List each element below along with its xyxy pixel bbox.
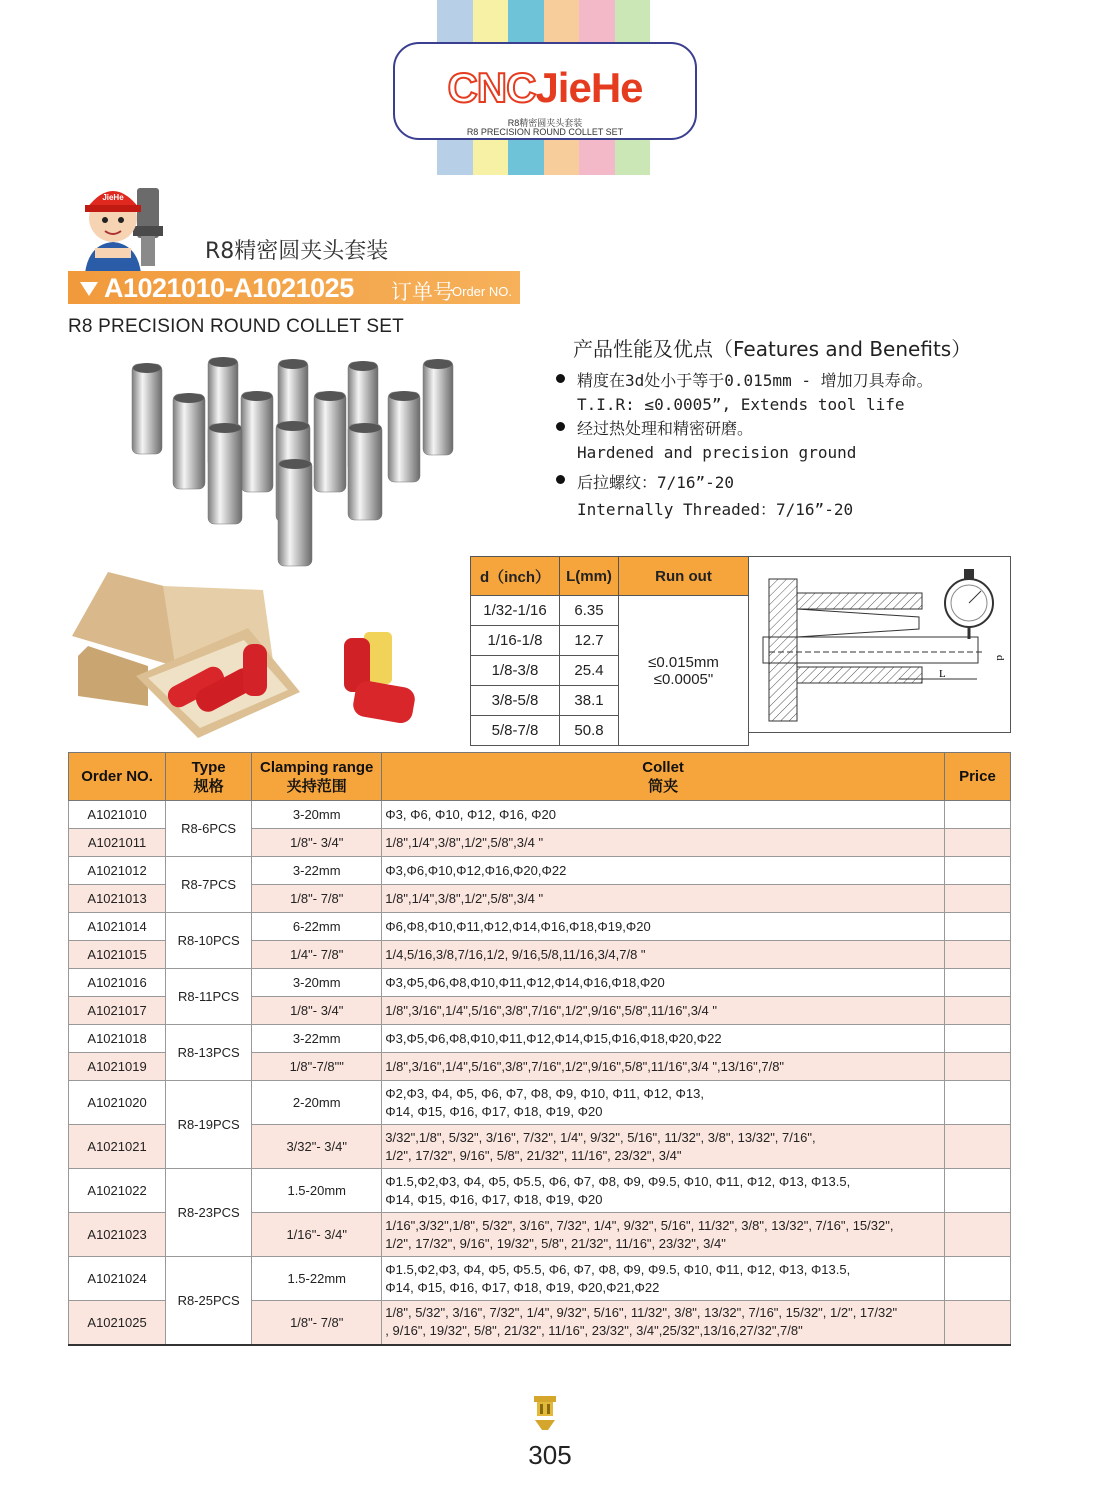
collet-line: 1/2", 17/32", 9/16", 5/8", 21/32", 11/16", 23/32", 3/4" [385,1147,682,1163]
collet-line: 1/8",1/4",3/8",1/2",5/8",3/4 " [385,834,544,850]
feature-en-3: Internally Threaded：7/16”-20 [577,500,854,519]
clamping-range-cell: 1.5-22mm [252,1257,382,1301]
price-cell [944,1169,1010,1213]
feature-en-1: T.I.R: ≤0.0005”, Extends tool life [577,395,905,414]
order-number-cell: A1021011 [69,829,166,857]
price-cell [944,829,1010,857]
order-label-cn: 订单号 [391,280,454,304]
collet-cell [382,997,945,1025]
bullet-icon [556,374,565,383]
mascot-illustration [75,178,185,273]
clamping-range-cell: 3-22mm [252,857,382,885]
clamping-range-cell: 1/8"- 3/4" [252,829,382,857]
mascot-cap-text: JieHe [102,193,124,202]
collet-line: Φ3, Φ6, Φ10, Φ12, Φ16, Φ20 [385,806,556,822]
spec-l: 38.1 [560,686,619,716]
clamping-range-cell: 3-20mm [252,969,382,997]
collet-cell [382,941,945,969]
collet-cell [382,1213,945,1257]
chuck-icon [530,1394,560,1434]
collet-line: 1/4,5/16,3/8,7/16,1/2, 9/16,5/8,11/16,3/4,7/8 " [385,946,646,962]
collet-cell [382,829,945,857]
diagram-label-d: d [994,655,1006,661]
header-collet-en: Collet [642,758,684,776]
collet-line: Φ1.5,Φ2,Φ3, Φ4, Φ5, Φ5.5, Φ6, Φ7, Φ8, Φ9, Φ9.5, Φ10, Φ11, Φ12, Φ13, Φ13.5, [385,1261,851,1277]
spec-header-l: L(mm) [560,557,619,596]
order-number-cell: A1021024 [69,1257,166,1301]
clamping-range-cell: 1/4"- 7/8" [252,941,382,969]
order-table-body [69,801,1011,1345]
clamping-range-cell: 3-22mm [252,1025,382,1053]
header-type-cn: 规格 [193,777,224,795]
clamping-range-cell: 6-22mm [252,913,382,941]
collet-line: 1/8",1/4",3/8",1/2",5/8",3/4 " [385,890,544,906]
collet-cell [382,913,945,941]
type-cell: R8-11PCS [166,969,252,1025]
feature-cn-3: 后拉螺纹：7/16”-20 [577,473,735,492]
order-number-cell: A1021025 [69,1301,166,1345]
order-number-cell: A1021020 [69,1081,166,1125]
collet-line: Φ3,Φ6,Φ10,Φ12,Φ16,Φ20,Φ22 [385,862,567,878]
logo-wordmark [395,64,695,112]
clamping-range-cell: 3/32"- 3/4" [252,1125,382,1169]
order-number-cell: A1021018 [69,1025,166,1053]
feature-cn-1: 精度在3d处小于等于0.015mm - 增加刀具寿命。 [577,371,933,390]
type-cell: R8-13PCS [166,1025,252,1081]
spec-d: 3/8-5/8 [471,686,560,716]
price-cell [944,857,1010,885]
header-type-en: Type [191,758,226,776]
spec-d: 1/32-1/16 [471,596,560,626]
spec-header-d: d（inch） [471,557,560,596]
collet-line: 1/8", 5/32", 3/16", 7/32", 1/4", 9/32", 5/16", 11/32", 3/8", 13/32", 7/16", 15/32", 1/2", 17/32" [385,1305,898,1321]
clamping-range-cell: 1/16"- 3/4" [252,1213,382,1257]
runout-inch: ≤0.0005" [653,670,714,688]
price-cell [944,997,1010,1025]
price-cell [944,1125,1010,1169]
price-cell [944,1081,1010,1125]
type-cell: R8-23PCS [166,1169,252,1257]
collet-cell [382,1025,945,1053]
header-clamp-en: Clamping range [260,758,374,776]
diagram-label-l: L [939,668,946,680]
collet-line: Φ2,Φ3, Φ4, Φ5, Φ6, Φ7, Φ8, Φ9, Φ10, Φ11, Φ12, Φ13, [385,1085,704,1101]
header-collet [382,753,945,801]
header-type [166,753,252,801]
order-label-en: Order NO. [452,284,512,299]
type-cell: R8-19PCS [166,1081,252,1169]
collet-line: Φ3,Φ5,Φ6,Φ8,Φ10,Φ11,Φ12,Φ14,Φ15,Φ16,Φ18,Φ20,Φ22 [385,1030,722,1046]
collet-set-photo [120,348,465,570]
price-cell [944,913,1010,941]
collet-line: 1/8",3/16",1/4",5/16",3/8",7/16",1/2",9/16",5/8",11/16",3/4 " [385,1002,717,1018]
spec-row [471,596,749,626]
clamping-range-cell: 1.5-20mm [252,1169,382,1213]
spec-table [470,556,749,746]
header-clamp [252,753,382,801]
order-number-cell: A1021012 [69,857,166,885]
price-cell [944,1053,1010,1081]
price-cell [944,1257,1010,1301]
clamping-range-cell: 1/8"-7/8"" [252,1053,382,1081]
collet-line: Φ1.5,Φ2,Φ3, Φ4, Φ5, Φ5.5, Φ6, Φ7, Φ8, Φ9, Φ9.5, Φ10, Φ11, Φ12, Φ13, Φ13.5, [385,1173,851,1189]
spec-header-runout: Run out [619,557,749,596]
spec-l: 50.8 [560,716,619,746]
collet-cell [382,1169,945,1213]
header-collet-cn: 筒夹 [648,777,679,795]
collet-cell [382,969,945,997]
table-row [69,1257,1011,1301]
order-number-cell: A1021019 [69,1053,166,1081]
table-row [69,1081,1011,1125]
collet-line: 1/2", 17/32", 9/16", 19/32", 5/8", 21/32", 11/16", 23/32", 3/4" [385,1235,726,1251]
header-clamp-cn: 夹持范围 [286,777,347,795]
packaging-photo [68,566,448,746]
collet-cell [382,1053,945,1081]
order-number-cell: A1021017 [69,997,166,1025]
collet-line: , 9/16", 19/32", 5/8", 21/32", 11/16", 23/32", 3/4",25/32",13/16,27/32",7/8" [385,1323,803,1339]
collet-cell [382,1125,945,1169]
table-row [69,801,1011,829]
clamping-range-cell: 2-20mm [252,1081,382,1125]
order-number-cell: A1021016 [69,969,166,997]
order-number-cell: A1021022 [69,1169,166,1213]
product-title-cn: R8精密圆夹头套装 [205,239,389,264]
table-row [69,913,1011,941]
clamping-range-cell: 1/8"- 3/4" [252,997,382,1025]
order-table-header [69,753,1011,801]
collet-cell [382,885,945,913]
header-order: Order NO. [69,753,166,801]
collet-line: Φ14, Φ15, Φ16, Φ17, Φ18, Φ19, Φ20 [385,1103,603,1119]
table-row [69,1025,1011,1053]
table-row [69,1169,1011,1213]
spec-l: 25.4 [560,656,619,686]
price-cell [944,969,1010,997]
order-number-cell: A1021023 [69,1213,166,1257]
price-cell [944,1301,1010,1345]
price-cell [944,885,1010,913]
collet-line: 1/8",3/16",1/4",5/16",3/8",7/16",1/2",9/16",5/8",11/16",3/4 ",13/16",7/8" [385,1058,785,1074]
price-cell [944,1025,1010,1053]
spec-l: 12.7 [560,626,619,656]
runout-diagram [748,556,1011,733]
spec-d: 5/8-7/8 [471,716,560,746]
bullet-icon [556,475,565,484]
collet-line: 3/32",1/8", 5/32", 3/16", 7/32", 1/4", 9/32", 5/16", 11/32", 3/8", 13/32", 7/16", [385,1129,816,1145]
brand-logo [393,42,697,140]
spec-runout [619,596,749,746]
collet-cell [382,857,945,885]
logo-subtitle-en: R8 PRECISION ROUND COLLET SET [466,127,624,137]
order-triangle-icon [80,282,98,296]
collet-cell [382,1257,945,1301]
spec-d: 1/8-3/8 [471,656,560,686]
order-number-cell: A1021015 [69,941,166,969]
runout-mm: ≤0.015mm [648,653,719,671]
type-cell: R8-25PCS [166,1257,252,1345]
clamping-range-cell: 3-20mm [252,801,382,829]
logo-subtitle-cn: R8精密圆夹头套装 [507,118,583,128]
table-row [69,969,1011,997]
collet-cell [382,1301,945,1345]
order-number-cell: A1021010 [69,801,166,829]
price-cell [944,1213,1010,1257]
logo-cnc: CNC [447,64,536,111]
clamping-range-cell: 1/8"- 7/8" [252,885,382,913]
feature-cn-2: 经过热处理和精密研磨。 [577,419,754,438]
features-title: 产品性能及优点（Features and Benefits） [573,337,972,361]
feature-en-2: Hardened and precision ground [577,443,857,462]
collet-line: Φ3,Φ5,Φ6,Φ8,Φ10,Φ11,Φ12,Φ14,Φ16,Φ18,Φ20 [385,974,665,990]
order-code: A1021010-A1021025 [104,273,354,303]
type-cell: R8-10PCS [166,913,252,969]
spec-l: 6.35 [560,596,619,626]
order-table [68,752,1011,1346]
price-cell [944,801,1010,829]
collet-line: Φ14, Φ15, Φ16, Φ17, Φ18, Φ19, Φ20 [385,1191,603,1207]
logo-jiehe: JieHe [535,64,643,111]
product-title-en: R8 PRECISION ROUND COLLET SET [68,316,404,337]
collet-cell [382,801,945,829]
order-number-cell: A1021013 [69,885,166,913]
table-row [69,857,1011,885]
order-number-cell: A1021021 [69,1125,166,1169]
spec-header-row [471,557,749,596]
page-number: 305 [528,1440,572,1470]
spec-d: 1/16-1/8 [471,626,560,656]
type-cell: R8-6PCS [166,801,252,857]
clamping-range-cell: 1/8"- 7/8" [252,1301,382,1345]
bullet-icon [556,422,565,431]
collet-cell [382,1081,945,1125]
price-cell [944,941,1010,969]
collet-line: 1/16",3/32",1/8", 5/32", 3/16", 7/32", 1/4", 9/32", 5/16", 11/32", 3/8", 13/32", 7/16", 15/32", [385,1217,894,1233]
collet-line: Φ14, Φ15, Φ16, Φ17, Φ18, Φ19, Φ20,Φ21,Φ22 [385,1279,660,1295]
type-cell: R8-7PCS [166,857,252,913]
order-number-cell: A1021014 [69,913,166,941]
collet-line: Φ6,Φ8,Φ10,Φ11,Φ12,Φ14,Φ16,Φ18,Φ19,Φ20 [385,918,651,934]
header-price: Price [944,753,1010,801]
